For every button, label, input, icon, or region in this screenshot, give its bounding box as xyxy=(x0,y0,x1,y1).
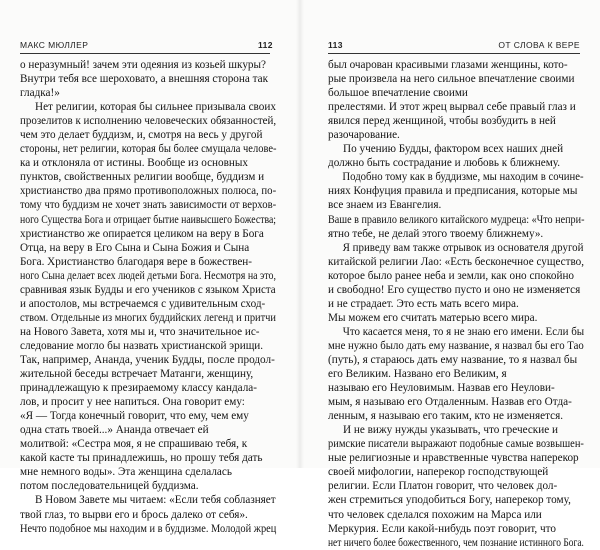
right-header-rule xyxy=(328,53,580,54)
right-page xyxy=(300,0,600,549)
text-line: и свободно! Его существо пусто и оно не изменяется xyxy=(328,283,581,296)
text-line: разочарование. xyxy=(328,129,400,142)
text-line: жен стремиться уподобиться Богу, наперекор тому, xyxy=(328,494,571,507)
text-line: В Новом Завете мы читаем: «Если тебя соблазняет xyxy=(34,494,276,507)
text-line: Бога. Христианство благодаря вере в божествен- xyxy=(20,255,253,268)
text-line: ка и отклоняла от истины. Вообще из основных xyxy=(20,157,249,170)
right-page-number: 113 xyxy=(328,40,343,50)
text-line: следование могло бы назвать христианской эрищи. xyxy=(20,339,264,352)
text-line: ятно тебе, не делай этого твоему ближнему». xyxy=(328,227,544,240)
text-line: что человек сделался похожим на Марса или xyxy=(328,508,542,521)
text-line: Подобно тому как в буддизме, мы находим в сочине- xyxy=(342,171,584,184)
right-page-text xyxy=(328,58,584,550)
text-line: христианство два прямо противоположных полюса, по- xyxy=(20,185,277,198)
text-line: был очарован красивыми глазами женщины, кото- xyxy=(328,59,568,71)
text-line: мне нужно было дать ему название, я назвал бы его Тао xyxy=(328,339,584,352)
text-line: пунктов, свойственных религии вообще, буддизм и xyxy=(20,171,265,184)
text-line: стороны, нет религии, которая бы более смущала челове- xyxy=(20,143,277,156)
text-line: Нечто подобное мы находим и в буддизме. Молодой жрец xyxy=(20,522,277,535)
text-line: молитвой: «Сестра моя, я не спрашиваю тебя, к xyxy=(20,438,248,451)
text-line: По учению Будды, фактором всех наших дней xyxy=(343,143,564,156)
text-line: ные религиозные и нравственные чувства наперекор xyxy=(328,452,579,465)
text-line: одна стать твоей...» Ананда отвечает ей xyxy=(20,424,209,437)
text-line: на Нового Завета, хотя мы и, что значительное ис- xyxy=(20,325,260,338)
text-line: прелестями. И этот жрец вырвал себе правый глаз и xyxy=(328,101,576,114)
text-line: и не страдает. Это есть мать всего мира. xyxy=(328,297,519,310)
text-line: Отца, на веру в Его Сына и Сына Божия и Сына xyxy=(20,241,250,254)
text-line: рые произвела на него сильное впечатление своими xyxy=(328,73,575,86)
text-line: большое впечатление своими xyxy=(328,87,468,100)
text-line: Мы можем его считать матерью всего мира. xyxy=(328,311,538,324)
text-line: Меркурия. Если какой-нибудь поэт говорит, что xyxy=(328,522,556,535)
right-running-title: ОТ СЛОВА К ВЕРЕ xyxy=(498,40,580,50)
text-line: и апостолов, мы встречаемся с удивительным сход- xyxy=(20,297,266,310)
text-line: (путь), я стараюсь дать ему название, то я назвал бы xyxy=(328,353,578,366)
left-running-title: МАКС МЮЛЛЕР xyxy=(20,40,89,50)
text-line: мне немного воды». Эта женщина сделалась xyxy=(20,466,232,479)
left-page-number: 112 xyxy=(258,40,273,50)
text-line: твой глаз, то вырви его и брось далеко от себя». xyxy=(20,508,248,521)
text-line: Нет религии, которая бы сильнее призывала своих xyxy=(35,101,276,114)
text-line: И не вижу нужды указывать, что греческие и xyxy=(343,424,558,437)
text-line: ного Сына делает всех людей детьми Бога. Несмотря на это, xyxy=(20,269,276,282)
text-line: его Великим. Названо его Великим, я xyxy=(328,368,507,381)
text-line: ленным, я называю его таким, кто не изменяется. xyxy=(328,410,564,423)
text-line: явился перед женщиной, чтобы возбудить в ней xyxy=(328,115,556,128)
text-line: потом последовательницей буддизма. xyxy=(20,480,199,493)
text-line: ниях Конфуция правила и предписания, которые мы xyxy=(328,185,578,198)
text-line: гладка!» xyxy=(20,87,60,100)
text-line: какой касте ты принадлежишь, но прошу тебя дать xyxy=(20,452,263,465)
text-line: должно быть сострадание и любовь к ближнему. xyxy=(328,157,561,170)
text-line: «Я — Тогда конечный говорит, что ему, чем ему xyxy=(20,410,249,423)
text-line: которое было ранее неба и земли, как оно спокойно xyxy=(328,269,575,282)
text-line: мым, я называю его Отдаленным. Назвав его Отда- xyxy=(328,396,572,409)
text-line: Что касается меня, то я не знаю его имени. Если бы xyxy=(342,325,585,338)
text-line: римские писатели выражают подобные самые возвышен- xyxy=(328,438,584,451)
text-line: ством. Отдельные из многих буддийских легенд и притчи xyxy=(20,311,276,324)
text-line: нет ничего более божественного, чем познание истинного Бога. xyxy=(328,536,584,549)
text-line: религии. Если Платон говорит, что человек дол- xyxy=(328,480,558,493)
text-line: Ваше в правило великого китайского мудреца: «Что непри- xyxy=(328,213,585,226)
text-line: жительной беседы встречает Матанги, женщину, xyxy=(20,368,254,381)
text-line: Внутри тебя все шероховато, а внешняя сторона так xyxy=(20,73,269,86)
left-page xyxy=(0,0,300,535)
text-line: своей мифологии, наперекор господствующей xyxy=(328,466,549,479)
text-line: ного Существа Бога и отрицает бытие наивысшего Божества; xyxy=(20,213,277,226)
left-page-text xyxy=(20,58,276,536)
text-line: принадлежащую к презираемому классу кандала- xyxy=(20,382,258,395)
text-line: прозелитов к исполнению человеческих обязанностей, xyxy=(20,115,277,128)
text-line: все знаем из Евангелия. xyxy=(328,199,442,212)
text-line: Я приведу вам также отрывок из основателя другой xyxy=(342,241,584,254)
text-line: о неразумный! зачем эти одеяния из козьей шкуры? xyxy=(20,59,266,71)
text-line: китайской религии Лао: «Есть бесконечное существо, xyxy=(328,255,585,268)
left-header-rule xyxy=(20,53,270,54)
text-line: тому что буддизм не хочет знать зависимости от верхов- xyxy=(20,199,277,212)
text-line: лов, и просит у нее напиться. Она говорит ему: xyxy=(20,396,245,409)
text-line: христианство же опирается целиком на веру в Бога xyxy=(20,227,264,240)
text-line: чем это делает буддизм, и, смотря на весь у другой xyxy=(20,129,263,142)
text-line: называю его Неуловимым. Назвав его Неулови- xyxy=(328,382,555,395)
text-line: Так, например, Ананда, ученик Будды, после продол- xyxy=(20,353,275,366)
text-line: сравнивая язык Будды и его учеников с языком Христа xyxy=(20,283,276,296)
